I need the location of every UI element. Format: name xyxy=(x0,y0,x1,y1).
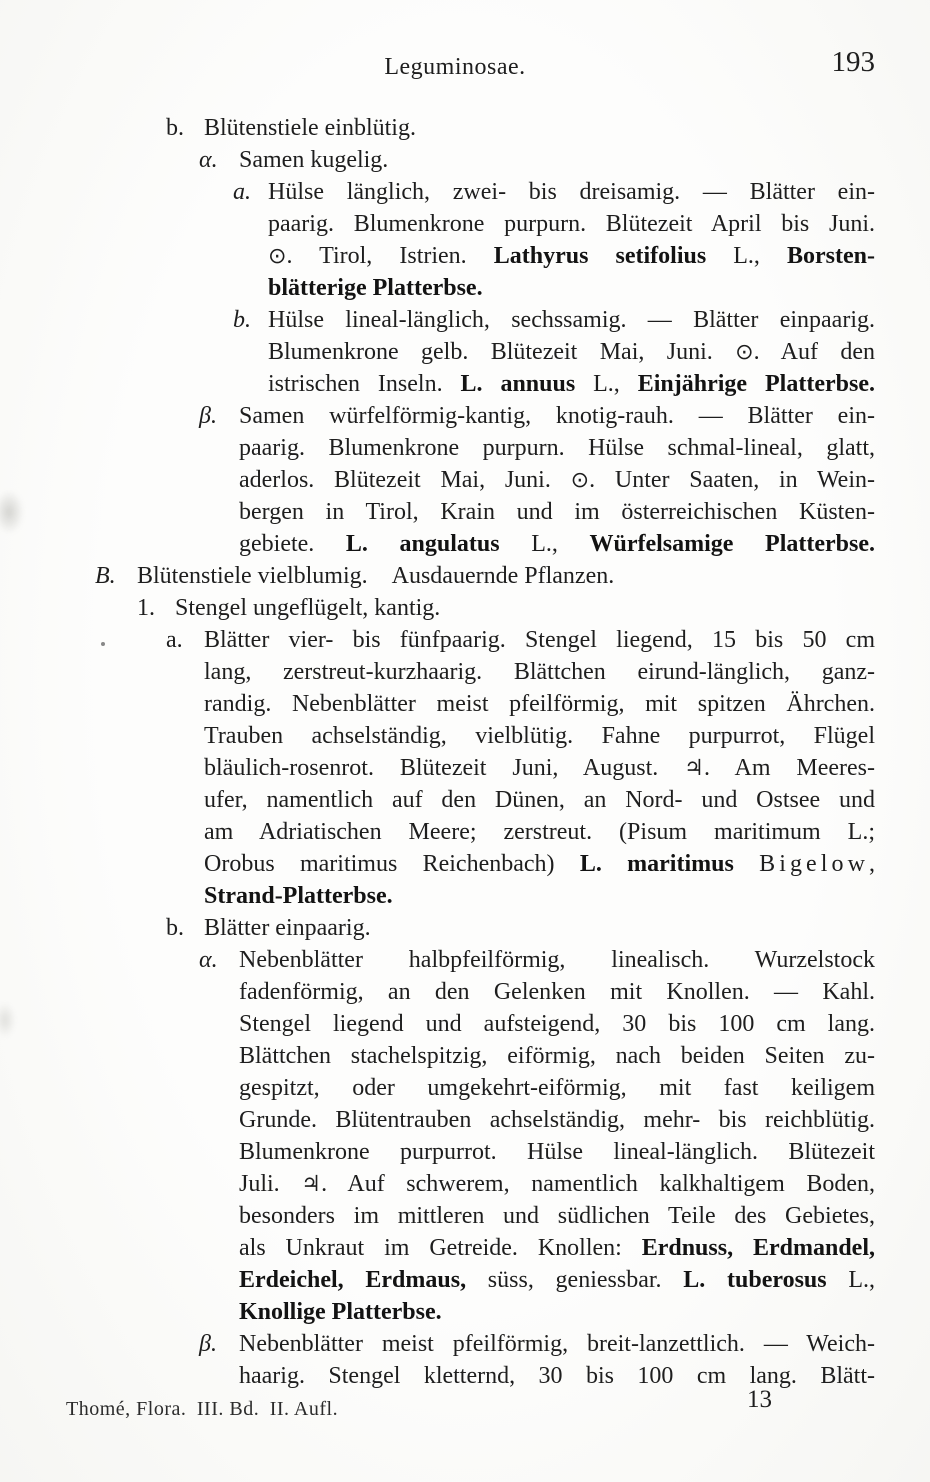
key-item-label: b. xyxy=(166,115,184,141)
text-line xyxy=(95,496,875,528)
key-item xyxy=(95,144,875,176)
scan-smudge xyxy=(0,1002,16,1038)
key-item xyxy=(95,304,875,400)
text-run: Blütenstiele vielblumig. Ausdauernde Pflanzen. xyxy=(137,563,615,589)
text-run: gespitzt, oder umgekehrt-eiförmig, mit fast keiligem xyxy=(239,1075,875,1101)
text-line xyxy=(95,624,875,656)
text-run: . Auf schwerem, namentlich kalkhaltigem Boden, xyxy=(321,1171,875,1197)
text-run: istrischen Inseln. xyxy=(268,371,461,397)
text-run: Borsten- xyxy=(787,243,875,269)
text-line xyxy=(95,784,875,816)
text-run: ufer, namentlich auf den Dünen, an Nord- und Ostsee und xyxy=(204,787,875,813)
text-run: Blumenkrone gelb. Blütezeit Mai, Juni. xyxy=(268,339,736,365)
text-line xyxy=(95,1232,875,1264)
text-line xyxy=(95,336,875,368)
text-run: fadenförmig, an den Gelenken mit Knollen. — Kahl. xyxy=(239,979,875,1005)
text-run: Lathyrus setifolius xyxy=(493,243,707,269)
page-number: 193 xyxy=(831,46,875,78)
text-line xyxy=(95,848,875,880)
key-item-label: β. xyxy=(199,403,217,429)
text-run: Blütenstiele einblütig. xyxy=(204,115,416,141)
text-run: blätterige Platterbse. xyxy=(268,275,483,301)
text-run: Juli. xyxy=(239,1171,302,1197)
key-item xyxy=(95,912,875,944)
text-run: . Unter Saaten, in Wein- xyxy=(589,467,875,493)
key-item xyxy=(95,592,875,624)
text-run: gebiete. xyxy=(239,531,346,557)
text-line xyxy=(95,592,875,624)
key-item xyxy=(95,112,875,144)
text-line xyxy=(95,1104,875,1136)
text-run: paarig. Blumenkrone purpurn. Hülse schmal-lineal, glatt, xyxy=(239,435,875,461)
text-line xyxy=(95,304,875,336)
text-run: paarig. Blumenkrone purpurn. Blütezeit April bis Juni. xyxy=(268,211,875,237)
text-run: Würfelsamige Platterbse. xyxy=(589,531,875,557)
key-item-label: B. xyxy=(95,563,116,589)
scan-smudge xyxy=(0,490,24,534)
text-run: L. maritimus xyxy=(579,851,734,877)
text-line xyxy=(95,464,875,496)
sheet-number: 13 xyxy=(747,1386,772,1413)
key-item-label: a. xyxy=(166,627,183,653)
text-run: Grunde. Blütentrauben achselständig, mehr- bis reichblütig. xyxy=(239,1107,875,1133)
text-run: Hülse länglich, zwei- bis dreisamig. — Blätter ein- xyxy=(268,179,875,205)
text-run: haarig. Stengel kletternd, 30 bis 100 cm lang. Blätt- xyxy=(239,1363,875,1389)
text-run: L., xyxy=(706,243,787,269)
key-item-label: b. xyxy=(166,915,184,941)
text-line xyxy=(95,912,875,944)
text-run xyxy=(734,851,759,877)
text-line xyxy=(95,688,875,720)
text-line xyxy=(95,1008,875,1040)
text-run: aderlos. Blütezeit Mai, Juni. xyxy=(239,467,571,493)
text-line xyxy=(95,176,875,208)
text-line xyxy=(95,1136,875,1168)
text-run: L., xyxy=(499,531,590,557)
key-item-label: b. xyxy=(233,307,251,333)
text-run: L. annuus xyxy=(460,371,576,397)
text-line xyxy=(95,1168,875,1200)
text-line xyxy=(95,368,875,400)
key-item-label: α. xyxy=(199,947,218,973)
running-header-title: Leguminosae. xyxy=(384,54,526,80)
text-run: Blätter einpaarig. xyxy=(204,915,371,941)
text-line xyxy=(95,1264,875,1296)
text-run: Bigelow xyxy=(759,851,869,877)
text-run: , xyxy=(869,851,875,877)
text-line xyxy=(95,656,875,688)
text-run: . Am Meeres- xyxy=(703,755,875,781)
text-line xyxy=(95,528,875,560)
key-list xyxy=(95,112,875,1392)
text-run: Erdnuss, Erdmandel, xyxy=(641,1235,875,1261)
text-line xyxy=(95,560,875,592)
text-run: Stengel liegend und aufsteigend, 30 bis 100 cm lang. xyxy=(239,1011,875,1037)
text-run: L., xyxy=(575,371,638,397)
text-run: Samen würfelförmig-kantig, knotig-rauh. — Blätter ein- xyxy=(239,403,875,429)
text-run: L. angulatus xyxy=(345,531,500,557)
botanical-symbol: ⊙ xyxy=(268,244,287,269)
text-run: als Unkraut im Getreide. Knollen: xyxy=(239,1235,642,1261)
text-line xyxy=(95,112,875,144)
botanical-symbol: ♃ xyxy=(301,1172,322,1197)
text-run: Blättchen stachelspitzig, eiförmig, nach beiden Seiten zu- xyxy=(239,1043,875,1069)
text-run: Blumenkrone purpurrot. Hülse lineal-länglich. Blütezeit xyxy=(239,1139,875,1165)
text-run: Orobus maritimus Reichenbach) xyxy=(204,851,580,877)
key-item xyxy=(95,624,875,912)
text-run: Blätter vier- bis fünfpaarig. Stengel liegend, 15 bis 50 cm xyxy=(204,627,875,653)
text-line xyxy=(95,880,875,912)
text-line xyxy=(95,720,875,752)
text-line xyxy=(95,1072,875,1104)
printer-signature: Thomé, Flora. III. Bd. II. Aufl. xyxy=(66,1398,339,1420)
text-run: L. tuberosus xyxy=(683,1267,827,1293)
text-run: Nebenblätter halbpfeilförmig, linealisch. Wurzelstock xyxy=(239,947,875,973)
key-item-label: 1. xyxy=(137,595,155,621)
key-item xyxy=(95,176,875,304)
text-line xyxy=(95,432,875,464)
text-line xyxy=(95,976,875,1008)
text-run: Trauben achselständig, vielblütig. Fahne purpurrot, Flügel xyxy=(204,723,875,749)
text-run: Strand-Platterbse. xyxy=(204,883,393,909)
text-run: . Auf den xyxy=(753,339,875,365)
text-line xyxy=(95,208,875,240)
text-run: . Tirol, Istrien. xyxy=(286,243,494,269)
text-line xyxy=(95,272,875,304)
text-line xyxy=(95,240,875,272)
key-item-label: a. xyxy=(233,179,251,205)
key-item xyxy=(95,560,875,592)
key-item xyxy=(95,400,875,560)
text-run: lang, zerstreut-kurzhaarig. Blättchen eirund-länglich, ganz- xyxy=(204,659,875,685)
text-line xyxy=(95,1296,875,1328)
text-run: bergen in Tirol, Krain und im österreichischen Küsten- xyxy=(239,499,875,525)
key-item xyxy=(95,1328,875,1392)
text-line xyxy=(95,816,875,848)
text-run: randig. Nebenblätter meist pfeilförmig, mit spitzen Ährchen. xyxy=(204,691,875,717)
text-run: Nebenblätter meist pfeilförmig, breit-lanzettlich. — Weich- xyxy=(239,1331,875,1357)
text-line xyxy=(95,752,875,784)
text-run: Hülse lineal-länglich, sechssamig. — Blätter einpaarig. xyxy=(268,307,875,333)
key-item-label: α. xyxy=(199,147,218,173)
key-item xyxy=(95,944,875,1328)
text-run: süss, geniessbar. xyxy=(466,1267,684,1293)
text-run: bläulich-rosenrot. Blütezeit Juni, August. xyxy=(204,755,685,781)
text-run: Erdeichel, Erdmaus, xyxy=(239,1267,467,1293)
botanical-symbol: ⊙ xyxy=(735,340,754,365)
botanical-symbol: ♃ xyxy=(684,756,704,781)
text-line xyxy=(95,1040,875,1072)
botanical-symbol: ⊙ xyxy=(570,468,590,493)
text-line xyxy=(95,1200,875,1232)
text-run: besonders im mittleren und südlichen Teile des Gebietes, xyxy=(239,1203,875,1229)
text-run: Stengel ungeflügelt, kantig. xyxy=(175,595,441,621)
text-run: Samen kugelig. xyxy=(239,147,389,173)
text-run: L., xyxy=(826,1267,875,1293)
text-run: am Adriatischen Meere; zerstreut. (Pisum maritimum L.; xyxy=(204,819,875,845)
text-run: Einjährige Platterbse. xyxy=(637,371,875,397)
key-item-label: β. xyxy=(199,1331,217,1357)
text-run: Knollige Platterbse. xyxy=(239,1299,442,1325)
